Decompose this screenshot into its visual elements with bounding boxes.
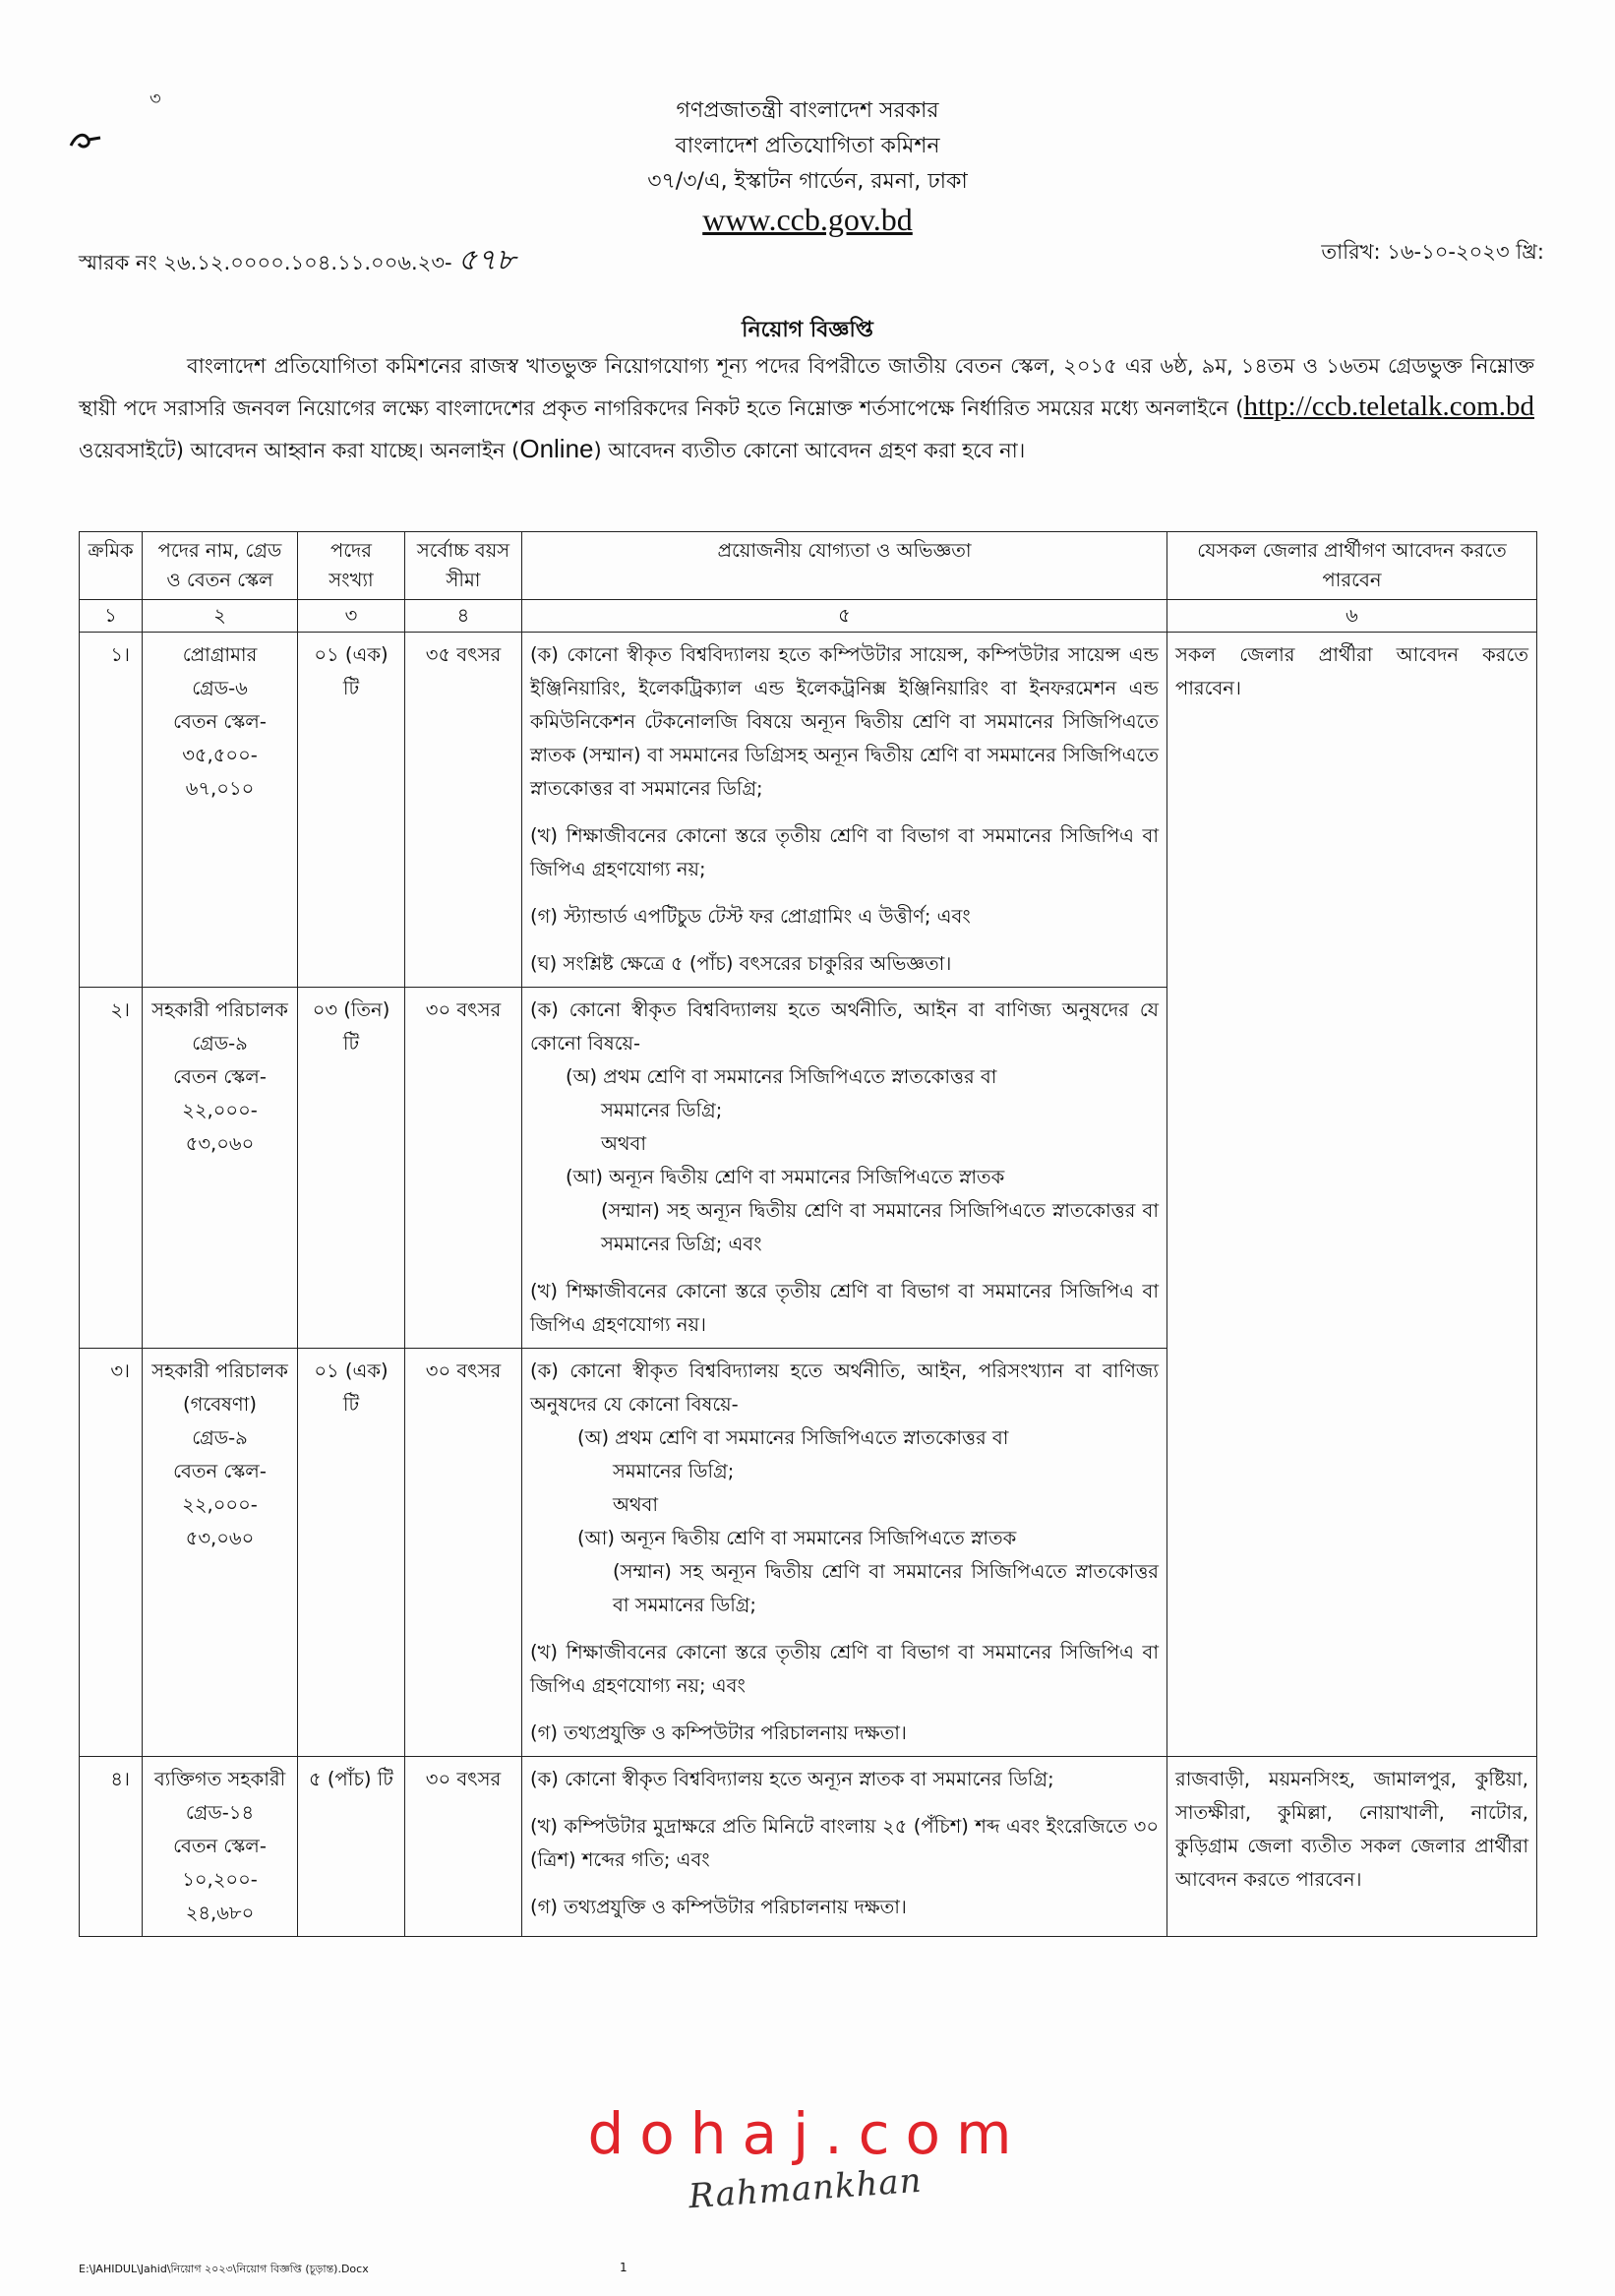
qualification-item: (খ) কম্পিউটার মুদ্রাক্ষরে প্রতি মিনিটে বাংলায় ২৫ (পঁচিশ) শব্দ এবং ইংরেজিতে ৩০ (ত্রিশ) শব্দের গতি; এবং [530,1815,1159,1871]
post-name: প্রোগ্রামার [182,643,258,666]
memo-label: স্মারক নং ২৬.১২.০০০০.১০৪.১১.০০৬.২৩- [79,251,452,274]
qualification-item: (ক) কোনো স্বীকৃত বিশ্ববিদ্যালয় হতে অর্থনীতি, আইন, পরিসংখ্যান বা বাণিজ্য অনুষদের যে কোনো বিষয়ে- [530,1359,1159,1416]
column-number-row [80,600,1537,633]
row-post [143,1757,298,1937]
row-age: ৩০ বৎসর [405,1349,522,1757]
application-link[interactable]: http://ccb.teletalk.com.bd [1243,391,1534,422]
qualification-subitem: (আ) অন্যূন দ্বিতীয় শ্রেণি বা সমমানের সিজিপিএতে স্নাতক [577,1527,1017,1549]
header-qualification: প্রয়োজনীয় যোগ্যতা ও অভিজ্ঞতা [522,532,1167,600]
qualification-subitem-cont: সমমানের ডিগ্রি; [613,1460,735,1482]
vacancy-table [79,531,1537,1937]
post-grade: গ্রেড-৯ [192,1426,248,1449]
qualification-subitem-cont: সমমানের ডিগ্রি; [601,1099,723,1121]
qualification-subitem: (অ) প্রথম শ্রেণি বা সমমানের সিজিপিএতে স্নাতকোত্তর বা [577,1426,1009,1449]
qualification-item: (ক) কোনো স্বীকৃত বিশ্ববিদ্যালয় হতে অর্থনীতি, আইন বা বাণিজ্য অনুষদের যে কোনো বিষয়ে- [530,998,1159,1055]
notice-title: নিয়োগ বিজ্ঞপ্তি [742,318,873,342]
post-scale: বেতন স্কেল- ২২,০০০- ৫৩,০৬০ [173,1460,267,1549]
col-number: ৫ [522,600,1167,633]
row-count: ০১ (এক) টি [298,633,405,988]
qualification-item: (গ) তথ্যপ্রযুক্তি ও কম্পিউটার পরিচালনায় দক্ষতা। [530,1722,907,1744]
page-number: 1 [620,2261,628,2274]
post-name: ব্যক্তিগত সহকারী [153,1768,286,1790]
margin-mark: ৩ [150,89,161,109]
row-serial: ২। [80,988,143,1349]
govt-name: গণপ্রজাতন্ত্রী বাংলাদেশ সরকার [676,98,939,123]
col-number: ৩ [298,600,405,633]
post-grade: গ্রেড-৬ [192,677,248,699]
qualification-subitem-cont: (সম্মান) সহ অন্যূন দ্বিতীয় শ্রেণি বা সমমানের সিজিপিএতে স্নাতকোত্তর বা সমমানের ডিগ্রি; এবং [601,1199,1159,1255]
row-qualification [522,1757,1167,1937]
row-districts: সকল জেলার প্রার্থীরা আবেদন করতে পারবেন। [1167,633,1537,1757]
row-qualification [522,1349,1167,1757]
intro-text-1: বাংলাদেশ প্রতিযোগিতা কমিশনের রাজস্ব খাতভুক্ত নিয়োগযোগ্য শূন্য পদের বিপরীতে জাতীয় বেতন স্কেল, ২০১৫ এর ৬ষ্ঠ, ৯ম, ১৪তম ও ১৬তম গ্রেডভুক্ত নিম্নোক্ত স্থায়ী পদে সরাসরি জনবল নিয়োগের লক্ষ্যে বাংলাদেশের প্রকৃত নাগরিকদের নিকট হতে নিম্নোক্ত শর্তসাপেক্ষে নির্ধারিত সময়ের মধ্যে অনলাইনে ( [79,354,1534,420]
notice-date: তারিখ: ১৬-১০-২০২৩ খ্রি: [1321,240,1544,264]
row-qualification [522,988,1167,1349]
post-scale: বেতন স্কেল- ২২,০০০- ৫৩,০৬০ [173,1065,267,1155]
letterhead [0,93,1615,239]
qualification-item: (গ) স্ট্যান্ডার্ড এপটিচুড টেস্ট ফর প্রোগ্রামিং এ উত্তীর্ণ; এবং [530,905,971,928]
website-link[interactable]: www.ccb.gov.bd [702,202,913,237]
memo-number [79,236,515,286]
intro-text-3: ) আবেদন ব্যতীত কোনো আবেদন গ্রহণ করা হবে না। [593,439,1026,462]
watermark: dohaj.com [587,2100,1028,2167]
row-count: ০১ (এক) টি [298,1349,405,1757]
row-districts: রাজবাড়ী, ময়মনসিংহ, জামালপুর, কুষ্টিয়া, সাতক্ষীরা, কুমিল্লা, নোয়াখালী, নাটোর, কুড়িগ্রাম জেলা ব্যতীত সকল জেলার প্রার্থীরা আবেদন করতে পারবেন। [1167,1757,1537,1937]
qualification-subitem-cont: (সম্মান) সহ অন্যূন দ্বিতীয় শ্রেণি বা সমমানের সিজিপিএতে স্নাতকোত্তর বা সমমানের ডিগ্রি; [613,1560,1159,1616]
qualification-item: (ক) কোনো স্বীকৃত বিশ্ববিদ্যালয় হতে অন্যূন স্নাতক বা সমমানের ডিগ্রি; [530,1768,1054,1790]
header-serial: ক্রমিক [80,532,143,600]
row-serial: ৪। [80,1757,143,1937]
qualification-item: (খ) শিক্ষাজীবনের কোনো স্তরে তৃতীয় শ্রেণি বা বিভাগ বা সমমানের সিজিপিএ বা জিপিএ গ্রহণযোগ্য নয়। [530,1280,1159,1336]
col-number: ৪ [405,600,522,633]
row-age: ৩৫ বৎসর [405,633,522,988]
commission-name: বাংলাদেশ প্রতিযোগিতা কমিশন [675,134,940,158]
post-grade: গ্রেড-৯ [192,1032,248,1055]
post-name: সহকারী পরিচালক (গবেষণা) [151,1359,288,1416]
col-number: ৬ [1167,600,1537,633]
qualification-subitem: (আ) অন্যূন দ্বিতীয় শ্রেণি বা সমমানের সিজিপিএতে স্নাতক [566,1166,1005,1188]
signature: Rahmankhan [687,2160,924,2217]
qualification-item: (ঘ) সংশ্লিষ্ট ক্ষেত্রে ৫ (পাঁচ) বৎসরের চাকুরির অভিজ্ঞতা। [530,952,952,975]
qualification-item: (খ) শিক্ষাজীবনের কোনো স্তরে তৃতীয় শ্রেণি বা বিভাগ বা সমমানের সিজিপিএ বা জিপিএ গ্রহণযোগ্য নয়; এবং [530,1641,1159,1697]
row-post [143,988,298,1349]
online-word: Online [519,434,594,463]
or-text: অথবা [613,1493,659,1516]
row-age: ৩০ বৎসর [405,988,522,1349]
row-count: ৫ (পাঁচ) টি [298,1757,405,1937]
or-text: অথবা [601,1132,647,1155]
row-post [143,1349,298,1757]
row-qualification [522,633,1167,988]
qualification-item: (ক) কোনো স্বীকৃত বিশ্ববিদ্যালয় হতে কম্পিউটার সায়েন্স, কম্পিউটার সায়েন্স এন্ড ইঞ্জিনিয়ারিং, ইলেকট্রিক্যাল এন্ড ইলেকট্রনিক্স ইঞ্জিনিয়ারিং বা ইনফরমেশন এন্ড কমিউনিকেশন টেকনোলজি বিষয়ে অন্যূন দ্বিতীয় শ্রেণি বা সমমানের সিজিপিএতে স্নাতক (সম্মান) বা সমমানের ডিগ্রিসহ অন্যূন দ্বিতীয় শ্রেণি বা সমমানের সিজিপিএতে স্নাতকোত্তর বা সমমানের ডিগ্রি; [530,643,1159,800]
header-post: পদের নাম, গ্রেড ও বেতন স্কেল [143,532,298,600]
intro-text-2: ওয়েবসাইটে) আবেদন আহ্বান করা যাচ্ছে। অনলাইন ( [79,439,520,462]
header-age: সর্বোচ্চ বয়স সীমা [405,532,522,600]
qualification-subitem: (অ) প্রথম শ্রেণি বা সমমানের সিজিপিএতে স্নাতকোত্তর বা [566,1065,997,1088]
memo-handwritten-number: ৫৭৮ [457,243,516,277]
row-serial: ১। [80,633,143,988]
row-age: ৩০ বৎসর [405,1757,522,1937]
footer-file-path: E:\JAHIDUL\Jahid\নিয়োগ ২০২৩\নিয়োগ বিজ্ঞপ্তি (চূড়ান্ত).Docx [79,2263,369,2275]
post-scale: বেতন স্কেল- ৩৫,৫০০- ৬৭,০১০ [173,710,267,800]
table-header-row [80,532,1537,600]
post-grade: গ্রেড-১৪ [185,1801,255,1824]
row-count: ০৩ (তিন) টি [298,988,405,1349]
row-serial: ৩। [80,1349,143,1757]
table-row [80,633,1537,988]
col-number: ১ [80,600,143,633]
header-districts: যেসকল জেলার প্রার্থীগণ আবেদন করতে পারবেন [1167,532,1537,600]
row-post [143,633,298,988]
qualification-item: (গ) তথ্যপ্রযুক্তি ও কম্পিউটার পরিচালনায় দক্ষতা। [530,1896,907,1918]
qualification-item: (খ) শিক্ষাজীবনের কোনো স্তরে তৃতীয় শ্রেণি বা বিভাগ বা সমমানের সিজিপিএ বা জিপিএ গ্রহণযোগ্য নয়; [530,824,1159,880]
table-row [80,1757,1537,1937]
col-number: ২ [143,600,298,633]
notice-intro [79,346,1534,471]
post-scale: বেতন স্কেল- ১০,২০০- ২৪,৬৮০ [173,1835,267,1924]
header-count: পদের সংখ্যা [298,532,405,600]
post-name: সহকারী পরিচালক [151,998,288,1021]
address: ৩৭/৩/এ, ইস্কাটন গার্ডেন, রমনা, ঢাকা [647,169,968,194]
